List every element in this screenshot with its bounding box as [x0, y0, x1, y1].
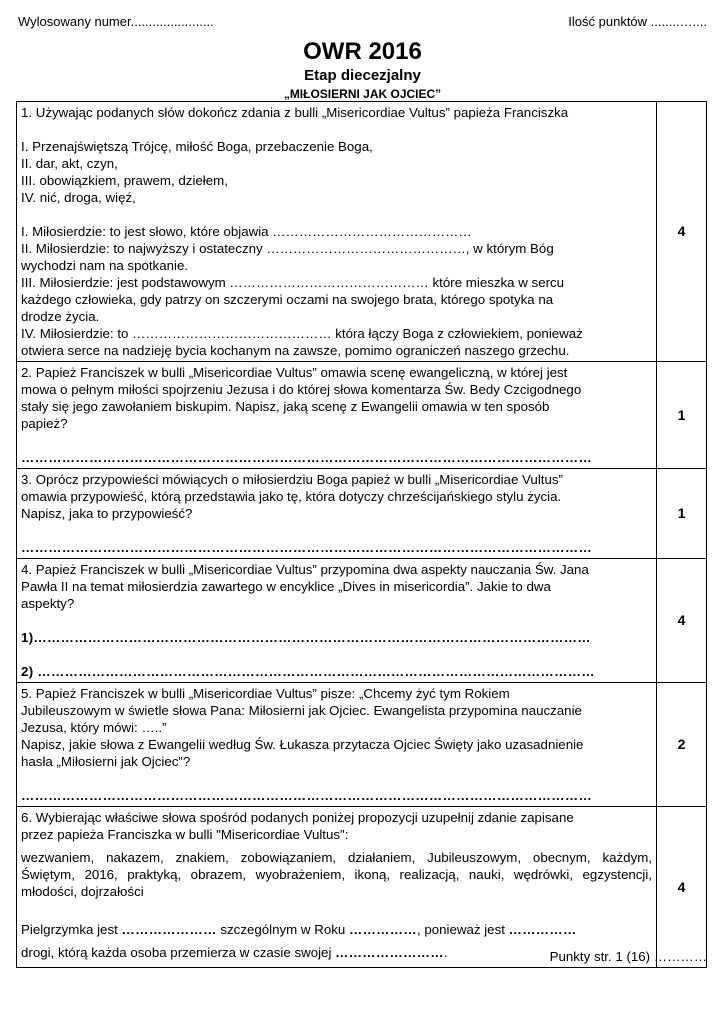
question-row-5 — [17, 683, 707, 807]
questions-table — [16, 101, 707, 968]
q2-line-4: papież? — [21, 416, 68, 431]
question-1-text: 1. Używając podanych słów dokończ zdania z bulli „Misericordiae Vultus” papieża Franciszka — [21, 105, 569, 120]
q4-answer-2[interactable]: 2) …………………………………………………………………………………………………………… — [21, 664, 595, 679]
q3-line-3: Napisz, jaka to przypowieść? — [21, 506, 193, 521]
q2-answer-line[interactable]: ……………………………………………………………………………………………………………… — [21, 450, 593, 465]
q4-answer-1[interactable]: 1)…………………………………………………………………………………………………………… — [21, 630, 591, 645]
q3-line-1: 3. Oprócz przypowieści mówiących o miłosierdziu Boga papież w bulli „Misericordiae Vultus” — [21, 472, 563, 487]
question-1 — [17, 102, 657, 362]
q1-sentence-2a[interactable]: II. Miłosierdzie: to najwyższy i ostateczny ………………………………………, w którym Bóg — [21, 241, 554, 256]
q1-sentence-4b: otwiera serce na nadzieję bycia kochanym na zawsze, pomimo ograniczeń naszego grzechu. — [21, 343, 570, 358]
q5-line-2: Jubileuszowym w świetle słowa Pana: Miłosierni jak Ojciec. Ewangelista przypomina nauczanie — [21, 703, 582, 718]
q5-line-5: hasła „Miłosierni jak Ojciec”? — [21, 754, 191, 769]
question-5-points: 2 — [657, 683, 707, 807]
q1-option-4: IV. nić, droga, więź, — [21, 190, 136, 205]
question-1-points: 4 — [657, 102, 707, 362]
q2-line-1: 2. Papież Franciszek w bulli „Misericordiae Vultus” omawia scenę ewangeliczną, w której jest — [21, 365, 568, 380]
q6-sentence-1: Pielgrzymka jest ………………… szczególnym w Roku ……………, ponieważ jest …………… — [21, 922, 577, 937]
q6-line-2: przez papieża Franciszka w bulli "Misericordiae Vultus": — [21, 827, 349, 842]
q5-answer-line[interactable]: ……………………………………………………………………………………………………………… — [21, 788, 593, 803]
q5-line-4: Napisz, jakie słowa z Ewangelii według Św. Łukasza przytacza Ojciec Święty jako uzasadnienie — [21, 737, 584, 752]
question-row-1 — [17, 102, 707, 362]
q1-sentence-2b: wychodzi nam na spotkanie. — [21, 258, 189, 273]
q6-blank-1[interactable]: ………………… — [121, 922, 217, 937]
page-theme: „MIŁOSIERNI JAK OJCIEC” — [283, 87, 442, 101]
question-2 — [17, 362, 657, 469]
q1-sentence-3b: każdego człowieka, gdy patrzy on szczerymi oczami na swojego brata, którego spotyka na — [21, 292, 554, 307]
q6-blank-3[interactable]: …………… — [508, 922, 577, 937]
q6-line-1: 6. Wybierając właściwe słowa spośród podanych poniżej propozycji uzupełnij zdanie zapisane — [21, 810, 574, 825]
q1-sentence-4a[interactable]: IV. Miłosierdzie: to ……………………………………… która łączy Boga z człowiekiem, ponieważ — [21, 326, 583, 341]
q5-line-1: 5. Papież Franciszek w bulli „Misericordiae Vultus” pisze: „Chcemy żyć tym Rokiem — [21, 686, 510, 701]
page-subtitle: Etap diecezjalny — [304, 67, 421, 84]
q1-sentence-1[interactable]: I. Miłosierdzie: to jest słowo, które objawia ……………………………………… — [21, 224, 472, 239]
q1-option-1: I. Przenajświętszą Trójcę, miłość Boga, przebaczenie Boga, — [21, 139, 373, 154]
q6-word-bank: wezwaniem, nakazem, znakiem, zobowiązaniem, działaniem, Jubileuszowym, obecnym, każdym, Świętym, 2016, praktyką, obrazem, wyobrażeniem, ikoną, realizacją, nauki, wędrówki, egzystencji, młodości, dojrzałości — [21, 850, 652, 899]
points-total-label: Ilość punktów ........….... — [568, 14, 707, 29]
q1-sentence-3a[interactable]: III. Miłosierdzie: jest podstawowym ……………………………………… które mieszka w sercu — [21, 275, 565, 290]
q3-line-2: omawia przypowieść, którą przedstawia jako tę, która dotyczy chrześcijańskiego stylu życia. — [21, 489, 562, 504]
question-6 — [17, 807, 657, 968]
q6-blank-2[interactable]: …………… — [348, 922, 417, 937]
question-row-3 — [17, 469, 707, 559]
q6-blank-4[interactable]: …………………… — [335, 945, 444, 960]
question-2-points: 1 — [657, 362, 707, 469]
question-row-6 — [17, 807, 707, 968]
header-line — [18, 14, 707, 32]
q4-line-3: aspekty? — [21, 596, 75, 611]
q3-answer-line[interactable]: ……………………………………………………………………………………………………………… — [21, 540, 593, 555]
q4-line-1: 4. Papież Franciszek w bulli „Misericordiae Vultus” przypomina dwa aspekty nauczania Św. Jana — [21, 562, 589, 577]
q1-option-3: III. obowiązkiem, prawem, dziełem, — [21, 173, 228, 188]
q6-sentence-2: drogi, którą każda osoba przemierza w czasie swojej ……………………. — [21, 945, 448, 960]
draw-number-label: Wylosowany numer....................... — [18, 14, 214, 29]
question-4 — [17, 559, 657, 683]
q2-line-2: mowa o pełnym miłości spojrzeniu Jezusa i do której słowa komentarza Św. Bedy Czcigodnego — [21, 382, 582, 397]
question-row-2 — [17, 362, 707, 469]
page-points-footer: Punkty str. 1 (16) ………… — [549, 949, 707, 964]
question-3 — [17, 469, 657, 559]
q5-line-3: Jezusa, który mówi: …..” — [21, 720, 167, 735]
q2-line-3: stały się jego zawołaniem biskupim. Napisz, jaką scenę z Ewangelii omawia w ten sposób — [21, 399, 550, 414]
q1-option-2: II. dar, akt, czyn, — [21, 156, 118, 171]
question-6-points: 4 — [657, 807, 707, 968]
question-5 — [17, 683, 657, 807]
question-3-points: 1 — [657, 469, 707, 559]
page-title: OWR 2016 — [303, 38, 422, 65]
q1-sentence-3c: drodze życia. — [21, 309, 100, 324]
question-4-points: 4 — [657, 559, 707, 683]
question-row-4 — [17, 559, 707, 683]
q4-line-2: Pawła II na temat miłosierdzia zawartego w encyklice „Dives in misericordia”. Jakie to dwa — [21, 579, 551, 594]
